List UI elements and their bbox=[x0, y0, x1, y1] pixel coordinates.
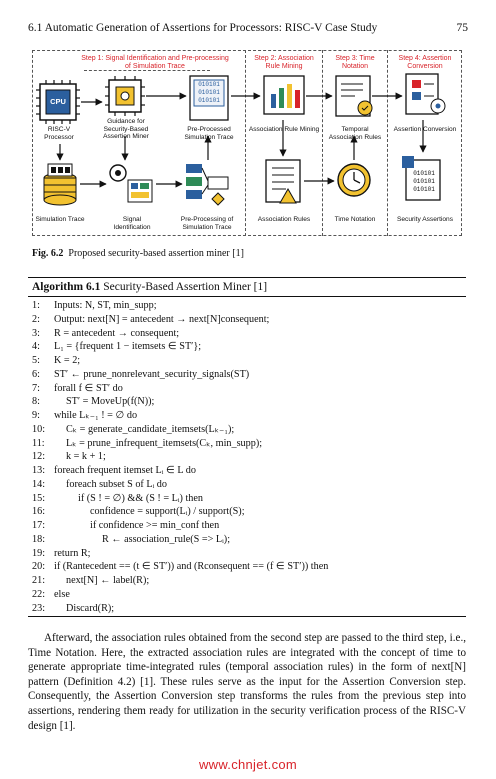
algorithm-line bbox=[32, 533, 462, 547]
algorithm-line bbox=[32, 450, 462, 464]
cpu-chip-label: CPU bbox=[50, 97, 66, 106]
step4-title: Step 4: Assertion Conversion bbox=[398, 55, 452, 70]
algorithm-line bbox=[32, 409, 462, 423]
figure-caption bbox=[32, 248, 244, 259]
rule-mining-chart-icon bbox=[264, 76, 304, 114]
algorithm-line bbox=[32, 505, 462, 519]
algorithm-line bbox=[32, 478, 462, 492]
line-code: K = 2; bbox=[54, 355, 81, 366]
line-code: Discard(R); bbox=[66, 602, 115, 614]
algorithm-line bbox=[32, 313, 462, 327]
simulation-trace-icon bbox=[44, 164, 76, 205]
body-paragraph: Afterward, the association rules obtained from the second step are passed to the third step, i.e., Time Notation. Here, the extracted association rules are integrated with the concept of time to generate appropriate time-integrated rules (temporal association rules) in the form of next[N] pattern (Definition 4.2) [1]. These rules serve as the input for the Assertion Conversion step. Consequently, the Assertion Conversion step transforms the rules from the previous step into assertions, rendering them ready for utilization in the security verification process of the RISC-V design [1]. bbox=[28, 632, 466, 732]
line-code: Output: next[N] = antecedent → next[N]consequent; bbox=[54, 313, 270, 325]
algorithm-line bbox=[32, 547, 462, 561]
line-number: 7: bbox=[32, 382, 40, 394]
line-number: 22: bbox=[32, 588, 46, 600]
line-code: L₁ = {frequent 1 − itemsets ∈ ST′}; bbox=[54, 341, 202, 353]
algorithm-line bbox=[32, 602, 462, 616]
line-number: 10: bbox=[32, 423, 46, 435]
algorithm-line bbox=[32, 437, 462, 451]
assertion-binary-row-1: 010101 bbox=[413, 170, 435, 177]
algorithm-header-rule bbox=[28, 296, 466, 297]
binary-row-3: 010101 bbox=[198, 97, 220, 104]
line-code: return R; bbox=[54, 547, 91, 559]
binary-row-1: 010101 bbox=[198, 81, 220, 88]
line-code: ST′ ← prune_nonrelevant_security_signals(ST) bbox=[54, 368, 250, 380]
guidance-chip-icon bbox=[105, 76, 145, 116]
line-code: if (S ! = ∅) && (S ! = Lᵢ) then bbox=[78, 492, 204, 504]
line-code: next[N] ← label(R); bbox=[66, 575, 150, 586]
line-code: if confidence >= min_conf then bbox=[90, 520, 220, 531]
label-rule-mining: Association Rule Mining bbox=[248, 126, 320, 133]
line-code: k = k + 1; bbox=[66, 451, 106, 463]
line-number: 5: bbox=[32, 355, 40, 366]
line-number: 20: bbox=[32, 561, 46, 573]
line-code: if (Rantecedent == (t ∈ ST′)) and (Rconsequent == (f ∈ ST′)) then bbox=[54, 561, 329, 573]
algorithm-title bbox=[32, 281, 267, 293]
line-code: Cₖ = generate_candidate_itemsets(Lₖ₋₁); bbox=[66, 423, 235, 435]
line-number: 2: bbox=[32, 313, 40, 325]
label-guidance: Guidance for Security-Based Assertion Miner bbox=[103, 118, 149, 141]
algorithm-line bbox=[32, 519, 462, 533]
label-signal-identification: Signal Identification bbox=[113, 216, 151, 231]
line-number: 8: bbox=[32, 396, 40, 408]
line-code: confidence = support(Lᵢ) / support(S); bbox=[90, 506, 245, 518]
line-number: 15: bbox=[32, 492, 46, 504]
running-header: 6.1 Automatic Generation of Assertions for Processors: RISC-V Case Study bbox=[28, 22, 378, 34]
assertion-binary-row-3: 010101 bbox=[413, 186, 435, 193]
algorithm-line bbox=[32, 299, 462, 313]
line-number: 17: bbox=[32, 520, 46, 531]
line-number: 12: bbox=[32, 451, 46, 463]
line-number: 23: bbox=[32, 602, 46, 614]
algorithm-bottom-rule bbox=[28, 616, 466, 617]
algorithm-title-text: Security-Based Assertion Miner [1] bbox=[103, 281, 268, 293]
line-code: else bbox=[54, 588, 70, 600]
line-number: 6: bbox=[32, 368, 40, 380]
algorithm-line bbox=[32, 368, 462, 382]
line-number: 19: bbox=[32, 547, 46, 559]
line-code: forall f ∈ ST′ do bbox=[54, 382, 123, 394]
line-code: Inputs: N, ST, min_supp; bbox=[54, 300, 157, 311]
line-code: R ← association_rule(S => Lᵢ); bbox=[102, 533, 231, 545]
line-number: 14: bbox=[32, 478, 46, 490]
label-assertion-conversion: Assertion Conversion bbox=[393, 126, 457, 133]
algorithm-title-prefix: Algorithm 6.1 bbox=[32, 281, 101, 293]
line-number: 3: bbox=[32, 327, 40, 339]
step2-title: Step 2: Association Rule Mining bbox=[254, 55, 314, 70]
line-number: 9: bbox=[32, 410, 40, 421]
label-time-notation: Time Notation bbox=[334, 216, 376, 223]
figure-caption-prefix: Fig. 6.2 bbox=[32, 248, 64, 259]
assertion-conversion-icon bbox=[406, 74, 445, 114]
association-rules-icon bbox=[266, 160, 300, 203]
assertion-binary-row-2: 010101 bbox=[413, 178, 435, 185]
page-number: 75 bbox=[456, 22, 468, 34]
algorithm-line bbox=[32, 588, 462, 602]
watermark: www.chnjet.com bbox=[198, 757, 298, 772]
label-temporal-rules: Temporal Association Rules bbox=[328, 126, 382, 141]
figure-caption-text: Proposed security-based assertion miner [1] bbox=[68, 248, 244, 259]
algorithm-line bbox=[32, 492, 462, 506]
line-number: 18: bbox=[32, 533, 46, 545]
line-code: while Lₖ₋₁ ! = ∅ do bbox=[54, 410, 138, 421]
algorithm-line bbox=[32, 574, 462, 588]
binary-row-2: 010101 bbox=[198, 89, 220, 96]
label-association-rules: Association Rules bbox=[257, 216, 311, 223]
assertion-miner-figure bbox=[32, 50, 462, 236]
algorithm-line bbox=[32, 354, 462, 368]
algorithm-line bbox=[32, 423, 462, 437]
line-code: Lₖ = prune_infrequent_itemsets(Cₖ, min_supp); bbox=[66, 437, 263, 449]
label-preprocessed-trace: Pre-Processed Simulation Trace bbox=[184, 126, 234, 141]
algorithm-line bbox=[32, 327, 462, 341]
label-security-assertions: Security Assertions bbox=[396, 216, 454, 223]
algorithm-line bbox=[32, 560, 462, 574]
algorithm-line bbox=[32, 395, 462, 409]
line-number: 21: bbox=[32, 575, 46, 586]
step3-title: Step 3: Time Notation bbox=[335, 55, 375, 70]
algorithm-body bbox=[32, 299, 462, 615]
label-riscv-processor: RISC-V Processor bbox=[44, 126, 74, 141]
figure-graphics bbox=[32, 50, 462, 236]
line-code: ST′ = MoveUp(f(N)); bbox=[66, 396, 155, 408]
temporal-rules-icon bbox=[336, 76, 372, 116]
preprocessing-flow-icon bbox=[186, 164, 228, 205]
algorithm-top-rule bbox=[28, 277, 466, 278]
label-preprocessing: Pre-Processing of Simulation Trace bbox=[180, 216, 234, 231]
line-number: 11: bbox=[32, 437, 45, 449]
step1-title: Step 1: Signal Identification and Pre-processing of Simulation Trace bbox=[81, 55, 229, 70]
line-number: 4: bbox=[32, 341, 40, 353]
line-number: 1: bbox=[32, 300, 40, 311]
line-code: foreach frequent itemset Lᵢ ∈ L do bbox=[54, 465, 196, 476]
algorithm-line bbox=[32, 340, 462, 354]
line-code: R = antecedent → consequent; bbox=[54, 327, 180, 339]
signal-identification-icon bbox=[110, 165, 152, 202]
line-number: 13: bbox=[32, 465, 46, 476]
algorithm-line bbox=[32, 464, 462, 478]
line-number: 16: bbox=[32, 506, 46, 518]
algorithm-line bbox=[32, 382, 462, 396]
line-code: foreach subset S of Lᵢ do bbox=[66, 478, 167, 490]
label-simulation-trace: Simulation Trace bbox=[35, 216, 85, 223]
time-notation-clock-icon bbox=[338, 164, 370, 196]
